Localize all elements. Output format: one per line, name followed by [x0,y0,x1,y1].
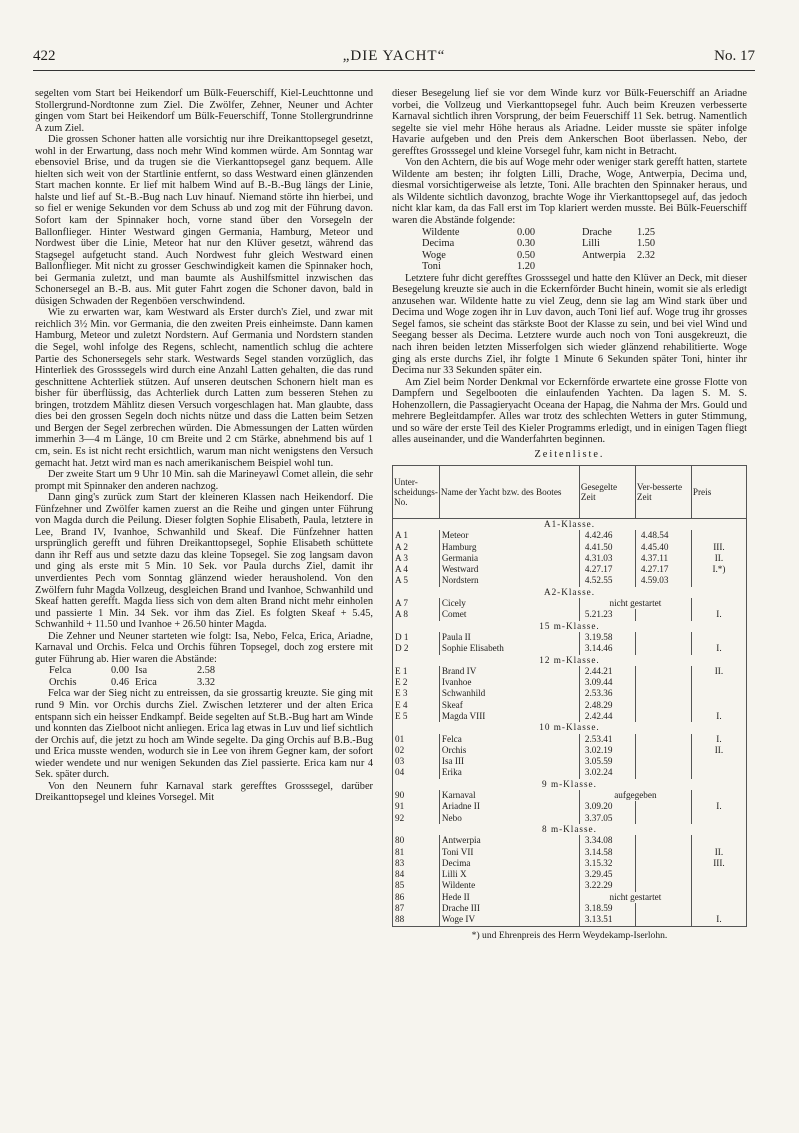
table-row [393,700,747,711]
table-row [393,858,747,869]
boat-name: Orchis [49,676,77,688]
class-heading-row [393,779,747,790]
class-heading: 9 m-Klasse. [393,779,747,790]
sail-number: 86 [393,892,440,903]
sailed-time: 3.29.45 [579,869,635,880]
yacht-name: Isa III [439,756,579,767]
yacht-name: Nordstern [439,575,579,586]
corrected-time [635,666,691,677]
prize: II. [691,666,746,677]
sailed-time: 3.02.24 [579,767,635,778]
table-row [393,677,747,688]
results-title: Zeitenliste. [534,448,605,460]
table-row [393,734,747,745]
distance-value [637,261,655,273]
sail-number: 01 [393,734,440,745]
prize [691,813,746,824]
prize [691,903,746,914]
distance-value: 0.50 [517,249,536,261]
header-name: Name der Yacht bzw. des Bootes [439,465,579,518]
boat-name: Lilli [582,238,600,250]
prize [691,598,746,609]
yacht-name: Lilli X [439,869,579,880]
sailed-time: 2.48.29 [579,700,635,711]
distance-table [49,665,215,688]
yacht-name: Magda VIII [439,711,579,722]
sailed-time: 3.13.51 [579,914,635,926]
corrected-time [635,734,691,745]
table-row [393,598,747,609]
sail-number: 90 [393,790,440,801]
sail-number: A 1 [393,530,440,541]
header-prize: Preis [691,465,746,518]
yacht-name: Erika [439,767,579,778]
prize [691,575,746,586]
sail-number: 81 [393,847,440,858]
sail-number: A 4 [393,564,440,575]
corrected-time [635,903,691,914]
sailed-time: 3.18.59 [579,903,635,914]
sail-number: A 5 [393,575,440,586]
right-column-text [392,88,747,446]
prize: II. [691,745,746,756]
sail-number: D 2 [393,643,440,654]
boat-name: Woge [422,249,446,261]
sailed-time: 5.21.23 [579,609,635,620]
prize: I. [691,609,746,620]
sail-number: 87 [393,903,440,914]
table-row [393,767,747,778]
distance-row [49,677,215,689]
corrected-time: 4.27.17 [635,564,691,575]
status-note: nicht gestartet [579,892,691,903]
paragraph: Am Ziel beim Norder Denkmal vor Eckernförde erwartete eine grosse Flotte von Dampfern und Segelbooten die einlaufenden Yachten. Da lagen S. M. S. Hohenzollern, die Passagieryacht Oceana der Hapag, die Nahma der Mrs. Gould und mehrere Begleitdampfer. Alles war trotz des schlechten Wetters in guter Stimmung, und so wäre der erste Teil des Kieler Programms erledigt, und in einigen Tagen fliegt alles auseinander, und die Wanderfahrten beginnen. [392,376,747,446]
sailed-time: 3.14.58 [579,847,635,858]
prize [691,767,746,778]
prize [691,688,746,699]
table-row [393,756,747,767]
class-heading-row [393,722,747,733]
corrected-time [635,688,691,699]
paragraph: Letztere fuhr dicht gerefftes Grosssegel und hatte den Klüver an Deck, mit dieser Besegelung kreuzte sie auch in die Eckernförder Bucht hinein, womit sie als erledigt anzusehen war. Wildente hatte zu viel Zeug, denn sie lag am Wind stark über und Decima und Woge zogen ihr in Luv davon, auch Toni lief auf. Woge trug ihr grosses Segel famos, sie scheint das stärkste Boot der Klasse zu sein, und bei viel Wind und Seegang besser als Decima. Letztere wurde auch noch von Toni ausgekreuzt, die nach ihren beiden letzten Misserfolgen sich wieder glänzend rehabilitierte. Woge ging als erste durchs Ziel, ihr folgte 1 Minute 6 Sekunden später Toni, hinter ihr Decima nur 33 Sekunden später ein. [392,272,747,377]
corrected-time: 4.59.03 [635,575,691,586]
sailed-time: 3.22.29 [579,880,635,891]
distance-row [49,665,215,677]
yacht-name: Nebo [439,813,579,824]
corrected-time: 4.37.11 [635,553,691,564]
boat-name [582,261,637,273]
prize [691,530,746,541]
yacht-name: Felca [439,734,579,745]
corrected-time [635,609,691,620]
paragraph: dieser Besegelung lief sie vor dem Winde kurz vor Bülk-Feuerschiff an Ariadne vorbei, die Vollzeug und Vierkanttopsegel fuhr. Auch beim Kreuzen verbesserte Karnaval sichtlich ihren Vorsprung, der beim Feuerschiff 11 Sek. betrug. Namentlich segelte sie viel mehr Höhe heraus als Ariadne. Leider musste sie später infolge Havarie aufgeben und den Preis dem Ankerschen Boot überlassen. Nebo, der gerefftes Grosssegel und kleine Vorsegel fuhr, kam nicht in Betracht. [392,88,747,157]
table-row [393,847,747,858]
corrected-time [635,813,691,824]
class-heading-row [393,518,747,530]
class-heading-row [393,621,747,632]
sailed-time: 3.15.32 [579,858,635,869]
left-column [35,88,373,804]
prize [691,869,746,880]
corrected-time [635,756,691,767]
sailed-time: 3.14.46 [579,643,635,654]
paragraph: Die grossen Schoner hatten alle vorsichtig nur ihre Dreikanttopsegel gesetzt, wohl in der Erwartung, dass noch mehr Wind kommen würde. Am Sonntag war ebensoviel Brise, und da trugen sie die Vierkanttopsegel ganz bequem. Alle hielten sich weit von der Startlinie entfernt, so dass Westward einen glänzenden Start machen konnte. Er lief mit halbem Wind auf B.-B.-Bug längs der Linie, halste und lief auf St.-B.-Bug nach Luv hinauf. Niemand störte ihn hierbei, und so fiel er wenige Sekunden vor dem Schuss ab und zog mit der Führung davon. Sofort kam der Spinnaker hoch, vorne stand über den Vorsegeln der Ballonflieger. Hinter Westward gingen Germania, Hamburg, Meteor und Nordwest über die Linie, Meteor hat nur den Klüver gesetzt, während das Stagsegel aufgetucht stand. Auch Nordwest fuhr gleich Westward einen Ballonflieger. Mit nicht zu grosser Geschwindigkeit kamen die Spinnaker hoch, bei Germania zuletzt, und man baumte als Aushilfsmittel inzwischen das Schonersegel an B.-B. aus. Mit guter Fahrt zogen die Schoner davon, bald in düsigen Schwaden der Regenböen verschwindend. [35,134,373,307]
table-row [393,880,747,891]
table-row [393,869,747,880]
yacht-name: Paula II [439,632,579,643]
class-heading-row [393,824,747,835]
corrected-time [635,869,691,880]
yacht-name: Skeaf [439,700,579,711]
header-rule [33,70,755,71]
table-row [393,835,747,846]
yacht-name: Westward [439,564,579,575]
boat-name: Antwerpia [582,249,626,261]
prize [691,756,746,767]
paragraph: Felca war der Sieg nicht zu entreissen, da sie grossartig kreuzte. Sie ging mit rund 9 Min. vor Orchis durchs Ziel. Zwischen letzterer und der alten Erica entspann sich ein heisser Endkampf. Beide segelten auf St.B.-Bug hart am Winde und konnten das Zielboot nicht anliegen. Erica lag etwas in Luv und lief sichtlich der Orchis auf, die jetzt zu hoch am Winde segelte. Da ging Orchis auf B.B.-Bug und Erica musste wenden, wodurch sie in Lee von ihrem Gegner kam, der sofort wieder wendete und nur wenigen Sekunden das Ziel passierte. Erica kam nur 4 Sek. später durch. [35,688,373,781]
yacht-name: Woge IV [439,914,579,926]
sail-number: D 1 [393,632,440,643]
yacht-name: Hede II [439,892,579,903]
header-sailed: Gesegelte Zeit [579,465,635,518]
prize: III. [691,858,746,869]
page-number: 422 [33,48,56,64]
sail-number: E 2 [393,677,440,688]
page-header [33,48,755,70]
results-footnote: *) und Ehrenpreis des Herrn Weydekamp-Iserlohn. [471,929,668,941]
sailed-time: 3.02.19 [579,745,635,756]
class-heading: 15 m-Klasse. [393,621,747,632]
table-row [393,553,747,564]
sail-number: 02 [393,745,440,756]
sailed-time: 3.09.44 [579,677,635,688]
status-note: aufgegeben [579,790,691,801]
distance-row [422,238,655,250]
paragraph: Wie zu erwarten war, kam Westward als Erster durch's Ziel, und zwar mit reichlich 3½ Min. vor Germania, die den zweiten Preis einheimste. Dann kamen Hamburg, Meteor und zuletzt Nordstern. Auf Germania und Nordstern standen die Segel, wohl infolge des Regens, schlecht, namentlich schlug die achtere Partie des Schonersegels sehr stark. Westwards Segel standen vorzüglich, das Hinterliek des Grosssegels wird durch eine Anzahl Latten gehalten, die das rund geschnittene Achterliek stützen. Auf unseren deutschen Schonern hielt man es bisher für überflüssig, das Achterliek durch Latten zum besseren Stehen zu bringen, trotzdem Mählitz diesen Versuch vorgeschlagen hat. Man glaubte, dass dies bei den grossen Segeln doch nichts nütze und dass die Latten beim Setzen und Bergen der Segel zerbrechen würden. Die Abmessungen der Latten würden immerhin 3—4 m Länge, 10 cm Breite und 2 cm Stärke, abnehmend bis auf 1 cm, sein. Es ist nicht recht ersichtlich, warum man nicht wenigstens den Versuch gemacht hat. Jetzt wird man es nach amerikanischem Beispiel wohl tun. [35,307,373,469]
sailed-time: 4.52.55 [579,575,635,586]
distance-value: 0.30 [517,238,536,250]
table-row [393,688,747,699]
prize [691,892,746,903]
sailed-time: 4.27.17 [579,564,635,575]
corrected-time [635,801,691,812]
header-corrected: Ver-besserte Zeit [635,465,691,518]
distance-value: 1.50 [637,238,656,250]
sailed-time: 3.05.59 [579,756,635,767]
corrected-time [635,914,691,926]
sail-number: 83 [393,858,440,869]
corrected-time [635,858,691,869]
sail-number: 80 [393,835,440,846]
sailed-time: 4.42.46 [579,530,635,541]
table-row [393,903,747,914]
yacht-name: Orchis [439,745,579,756]
issue-number: No. 17 [714,48,755,64]
sailed-time: 2.44.21 [579,666,635,677]
table-row [393,530,747,541]
boat-name: Decima [422,238,455,250]
prize: I. [691,734,746,745]
prize [691,880,746,891]
prize [691,700,746,711]
class-heading: 10 m-Klasse. [393,722,747,733]
table-row [393,575,747,586]
class-heading: A1-Klasse. [393,518,747,530]
yacht-name: Germania [439,553,579,564]
prize: I.*) [691,564,746,575]
prize: II. [691,847,746,858]
results-body [393,518,747,926]
sail-number: E 4 [393,700,440,711]
journal-title: „DIE YACHT“ [342,48,446,64]
table-row [393,666,747,677]
sail-number: E 1 [393,666,440,677]
corrected-time: 4.45.40 [635,542,691,553]
yacht-name: Cicely [439,598,579,609]
distance-value: 0.00 [111,665,130,677]
distance-value: 0.00 [517,226,536,238]
sail-number: E 5 [393,711,440,722]
table-row [393,914,747,926]
distance-value: 1.25 [637,226,656,238]
class-heading-row [393,587,747,598]
right-column [392,88,747,941]
yacht-name: Comet [439,609,579,620]
sail-number: 91 [393,801,440,812]
table-row [393,564,747,575]
sailed-time: 3.09.20 [579,801,635,812]
corrected-time [635,835,691,846]
class-heading: A2-Klasse. [393,587,747,598]
boat-name: Drache [582,226,612,238]
sailed-time: 3.34.08 [579,835,635,846]
distance-value: 3.32 [197,676,216,688]
prize: III. [691,542,746,553]
prize: II. [691,553,746,564]
corrected-time [635,677,691,688]
prize: I. [691,801,746,812]
sail-number: 85 [393,880,440,891]
table-row [393,632,747,643]
yacht-name: Sophie Elisabeth [439,643,579,654]
status-note: nicht gestartet [579,598,691,609]
corrected-time [635,643,691,654]
corrected-time [635,745,691,756]
distance-value: 2.32 [637,249,656,261]
corrected-time [635,700,691,711]
paragraph: Die Zehner und Neuner starteten wie folgt: Isa, Nebo, Felca, Erica, Ariadne, Karnaval und Orchis. Felca und Orchis führen Topsegel, doch zog erstere mit guter Führung ab. Hier waren die Abstände: [35,630,373,665]
sail-number: A 2 [393,542,440,553]
sail-number: 84 [393,869,440,880]
distance-value: 0.46 [111,676,130,688]
distance-table [422,227,655,273]
prize: I. [691,914,746,926]
yacht-name: Ariadne II [439,801,579,812]
yacht-name: Decima [439,858,579,869]
sail-number: 04 [393,767,440,778]
corrected-time [635,880,691,891]
table-row [393,790,747,801]
boat-name: Isa [135,665,148,677]
sailed-time: 2.42.44 [579,711,635,722]
results-table [392,465,747,927]
yacht-name: Drache III [439,903,579,914]
prize: I. [691,711,746,722]
yacht-name: Hamburg [439,542,579,553]
sailed-time: 3.37.05 [579,813,635,824]
header-nr: Unter-scheidungs-No. [393,465,440,518]
results-header-row [393,465,747,518]
sail-number: 88 [393,914,440,926]
corrected-time [635,632,691,643]
table-row [393,813,747,824]
corrected-time: 4.48.54 [635,530,691,541]
distance-value: 1.20 [517,261,536,273]
sail-number: 92 [393,813,440,824]
sail-number: E 3 [393,688,440,699]
class-heading-row [393,655,747,666]
sail-number: A 3 [393,553,440,564]
table-row [393,801,747,812]
distance-row [422,250,655,262]
table-row [393,542,747,553]
corrected-time [635,711,691,722]
yacht-name: Meteor [439,530,579,541]
prize [691,677,746,688]
distance-row [422,261,655,273]
distance-row [422,227,655,239]
corrected-time [635,847,691,858]
yacht-name: Ivanhoe [439,677,579,688]
paragraph: Von den Neunern fuhr Karnaval stark gerefftes Grosssegel, darüber Dreikanttopsegel und kleines Vorsegel. Mit [35,780,373,804]
yacht-name: Wildente [439,880,579,891]
boat-name: Felca [49,665,72,677]
sailed-time: 2.53.41 [579,734,635,745]
distance-value: 2.58 [197,665,216,677]
yacht-name: Antwerpia [439,835,579,846]
yacht-name: Toni VII [439,847,579,858]
sailed-time: 4.31.03 [579,553,635,564]
table-row [393,892,747,903]
class-heading: 12 m-Klasse. [393,655,747,666]
sail-number: A 7 [393,598,440,609]
prize [691,790,746,801]
paragraph: segelten vom Start bei Heikendorf um Bülk-Feuerschiff, Kiel-Leuchttonne und Stollergrund-Nordtonne zum Ziel. Die Zwölfer, Zehner, Neuner und Achter gingen vom Start bei Heikendorf um Bülk-Feuerschiff, Tonne Stollergrundrinne A zum Ziel. [35,88,373,134]
sail-number: A 8 [393,609,440,620]
sailed-time: 3.19.58 [579,632,635,643]
sailed-time: 2.53.36 [579,688,635,699]
yacht-name: Schwanhild [439,688,579,699]
corrected-time [635,767,691,778]
sailed-time: 4.41.50 [579,542,635,553]
paragraph: Von den Achtern, die bis auf Woge mehr oder weniger stark gerefft hatten, startete Wildente am besten; ihr folgten Lilli, Drache, Woge, Antwerpia, Decima und, diesmal vorsichtigerweise als letzte, Toni. Alle brachten den Spinnaker heraus, und als Wildente sichtlich davonzog, brachte Woge ihr Vierkanttopsegel auf, das jedoch nicht klar kam, da das Fall erst im Top klariert werden musste. Bei Bülk-Feuerschiff waren die Abstände folgende: [392,157,747,227]
table-row [393,643,747,654]
table-row [393,711,747,722]
prize [691,632,746,643]
table-row [393,609,747,620]
yacht-name: Karnaval [439,790,579,801]
prize [691,835,746,846]
paragraph: Der zweite Start um 9 Uhr 10 Min. sah die Marineyawl Comet allein, die sehr prompt mit Spinnaker den anderen nachzog. [35,469,373,492]
sail-number: 03 [393,756,440,767]
class-heading: 8 m-Klasse. [393,824,747,835]
prize: I. [691,643,746,654]
paragraph: Dann ging's zurück zum Start der kleineren Klassen nach Heikendorf. Die Fünfzehner und Zwölfer kamen zuerst an die Reihe und gingen unter Führung von Magda durch die Peilung. Dieser folgten Sophie Elisabeth, Paula, letztere in Lee, Brand IV, Ivanhoe, Schwanhild und Skeaf. Die Fünfzehner hatten ursprünglich gerefft und führen Dreikanttopsegel, Sophie Elisabeth schüttete dann ihr Reff aus und setzte dazu das kleine Topsegel. Sie zog langsam davon und ging als erste mit 5 Min. 10 Sek. vor Paula durchs Ziel, damit ihr unverdientes Pech vom Sonntag glänzend wieder herausholend. Von den Zwölfern fuhr Magda Vollzeug, desgleichen Brand und Ivanhoe, Schwanhild und Skeaf hatten gerefft. Magda liess sich von dem alten Brand nicht mehr einholen und passierte 1 Min. 34 Sek. vor ihm das Ziel. Es folgten Skeaf + 5.45, Schwanhild + 11.50 und Ivanhoe + 26.50 hinter Magda. [35,492,373,631]
boat-name: Wildente [422,226,460,238]
yacht-name: Brand IV [439,666,579,677]
boat-name: Toni [422,261,441,273]
table-row [393,745,747,756]
boat-name: Erica [135,676,157,688]
